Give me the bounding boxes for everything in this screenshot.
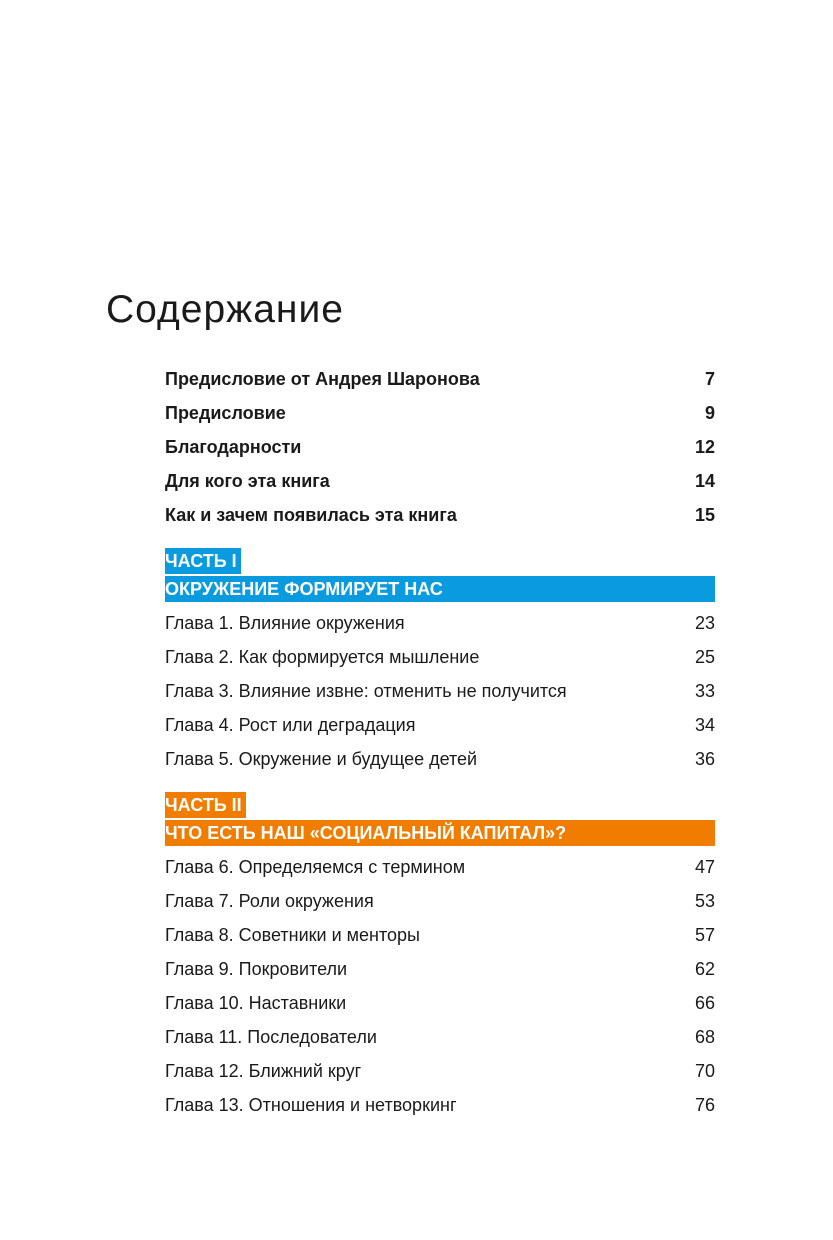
toc-entry-label: Глава 11. Последователи [165,1027,377,1047]
toc-entry-page: 66 [694,993,715,1013]
toc-entry[interactable] [165,401,715,425]
toc-entry-label: Глава 6. Определяемся с термином [165,857,466,877]
toc-entry-page: 34 [694,715,715,735]
part-2-label: ЧАСТЬ II [165,792,246,818]
toc-entry[interactable] [165,645,715,669]
toc-entry-page: 14 [694,471,715,491]
toc-entry-label: Глава 9. Покровители [165,959,348,979]
toc-entry[interactable] [165,1059,715,1083]
toc-entry-page: 36 [694,749,715,769]
toc-entry-label: Благодарности [165,437,302,457]
toc-entry-page: 23 [694,613,715,633]
toc-entry[interactable] [165,923,715,947]
toc-entry-page: 9 [704,403,715,423]
toc-entry-page: 33 [694,681,715,701]
toc-entry-label: Глава 5. Окружение и будущее детей [165,749,478,769]
toc-entry[interactable] [165,855,715,879]
part-1-label: ЧАСТЬ I [165,548,241,574]
toc-entry[interactable] [165,747,715,771]
toc-entry[interactable] [165,503,715,527]
toc-entry[interactable] [165,991,715,1015]
toc-entry-page: 15 [694,505,715,525]
toc-entry-label: Как и зачем появилась эта книга [165,505,457,525]
toc-entry-label: Для кого эта книга [165,471,330,491]
toc-entry-page: 68 [694,1027,715,1047]
toc-entry[interactable] [165,889,715,913]
toc-entry-label: Глава 8. Советники и менторы [165,925,420,945]
toc-entry[interactable] [165,611,715,635]
part-2-title: ЧТО ЕСТЬ НАШ «СОЦИАЛЬНЫЙ КАПИТАЛ»? [165,820,715,846]
toc-entry-label: Глава 4. Рост или деградация [165,715,416,735]
toc-entry-page: 53 [694,891,715,911]
part-1-title: ОКРУЖЕНИЕ ФОРМИРУЕТ НАС [165,576,715,602]
toc-entry[interactable] [165,957,715,981]
toc-entry[interactable] [165,1093,715,1117]
toc-entry-page: 12 [694,437,715,457]
toc-entry-label: Предисловие [165,403,286,423]
toc-entry-page: 25 [694,647,715,667]
toc-entry[interactable] [165,713,715,737]
toc-entry-page: 47 [694,857,715,877]
toc-entry-label: Глава 3. Влияние извне: отменить не получится [165,681,567,701]
toc-entry-page: 7 [704,369,715,389]
toc-entry-page: 70 [694,1061,715,1081]
page-title: Содержание [106,288,344,331]
toc-entry-label: Глава 13. Отношения и нетворкинг [165,1095,457,1115]
toc-entry-label: Предисловие от Андрея Шаронова [165,369,480,389]
toc-entry[interactable] [165,679,715,703]
toc-entry[interactable] [165,469,715,493]
toc-entry-page: 76 [694,1095,715,1115]
toc-entry-label: Глава 10. Наставники [165,993,347,1013]
toc-entry[interactable] [165,435,715,459]
toc-entry-page: 62 [694,959,715,979]
toc-entry-page: 57 [694,925,715,945]
toc-entry-label: Глава 7. Роли окружения [165,891,374,911]
toc-entry-label: Глава 12. Ближний круг [165,1061,362,1081]
toc-entry-label: Глава 1. Влияние окружения [165,613,405,633]
toc-entry-label: Глава 2. Как формируется мышление [165,647,480,667]
toc-entry[interactable] [165,1025,715,1049]
toc-entry[interactable] [165,367,715,391]
